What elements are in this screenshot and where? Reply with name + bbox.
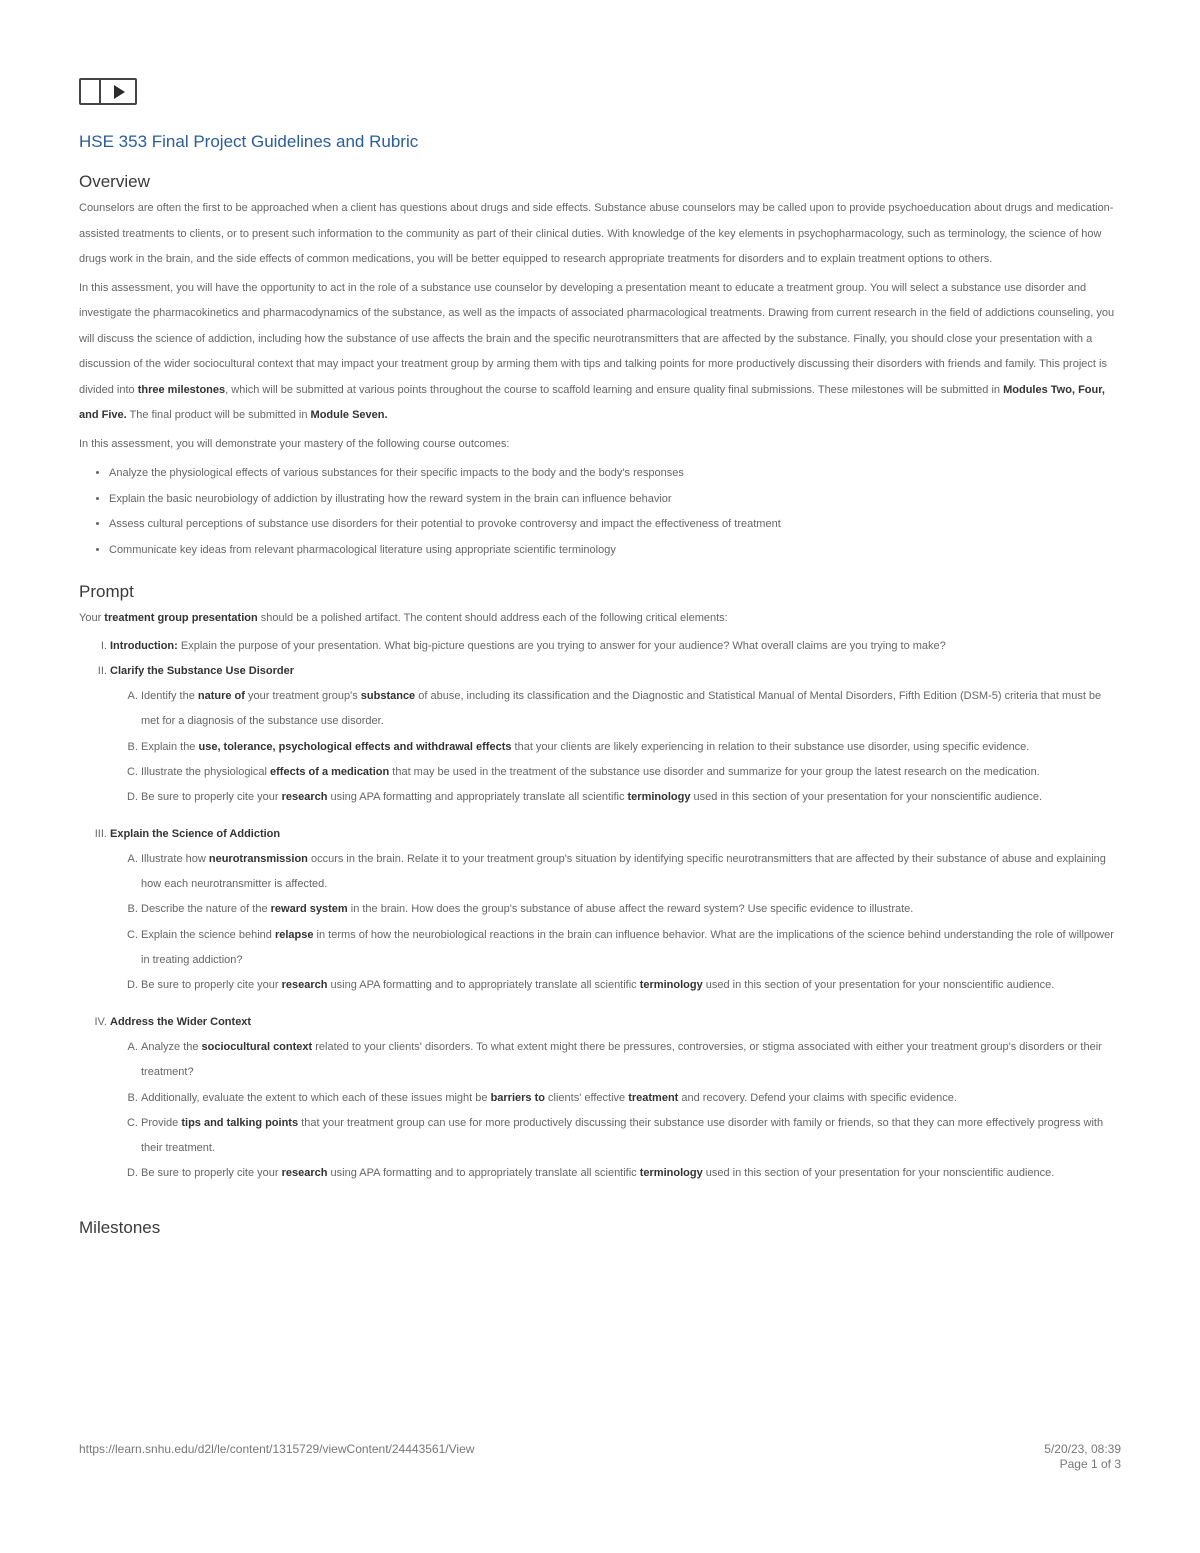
- text: using APA formatting and appropriately translate all scientific: [327, 791, 628, 804]
- page-url[interactable]: https://learn.snhu.edu/d2l/le/content/1315729/viewContent/24443561/View: [79, 1442, 475, 1456]
- prompt-heading: Prompt: [79, 582, 134, 601]
- element-introduction: [110, 634, 1121, 659]
- bold-text: sociocultural context: [201, 1040, 313, 1053]
- text: Explain the: [141, 740, 199, 753]
- list-item: [141, 1035, 1121, 1086]
- element-science-of-addiction: [110, 822, 1121, 999]
- bold-text: research: [281, 791, 328, 804]
- text: Illustrate the physiological: [141, 765, 271, 778]
- text: Explain the purpose of your presentation. What big-picture questions are you trying to answer for your audience? What overall claims are you trying to make?: [177, 639, 946, 652]
- list-item: [141, 735, 1121, 760]
- bold-text: research: [281, 979, 328, 992]
- text: The final product will be submitted in: [126, 409, 311, 421]
- text: in the brain. How does the group's substance of abuse affect the reward system? Use specific evidence to illustrate.: [347, 903, 914, 916]
- print-datetime: 5/20/23, 08:39: [1044, 1442, 1121, 1456]
- bold-text: nature of: [197, 690, 245, 703]
- text: using APA formatting and to appropriately translate all scientific: [327, 979, 640, 992]
- list-item: [141, 684, 1121, 735]
- list-item: [141, 847, 1121, 898]
- section-heading: Address the Wider Context: [110, 1015, 252, 1028]
- list-item: [141, 973, 1121, 998]
- list-item: • Analyze the physiological effects of various substances for their specific impacts to the body and the body's responses: [109, 461, 1121, 487]
- text: in terms of how the neurobiological reactions in the brain can influence behavior. What are the implications of the science behind understanding the role of willpower in treating addiction?: [141, 928, 1114, 967]
- list-item: [141, 897, 1121, 922]
- bold-text: terminology: [627, 791, 691, 804]
- text: that may be used in the treatment of the substance use disorder and summarize for your group the latest research on the medication.: [389, 765, 1040, 778]
- list-item: [141, 1086, 1121, 1111]
- overview-paragraph-1: Counselors are often the first to be approached when a client has questions about drugs and side effects. Substance abuse counselors may be called upon to provide psychoeducation about drugs and medication-assisted treatments to clients, or to present such information to the community as part of their clinical duties. With knowledge of the key elements in psychopharmacology, such as terminology, the science of how drugs work in the brain, and the side effects of common medications, you will be better equipped to research appropriate treatments for disorders and to explain treatment options to others.: [79, 202, 1114, 265]
- sub-list: [110, 847, 1121, 999]
- text: Illustrate how: [141, 852, 209, 865]
- list-item: [141, 760, 1121, 785]
- text: Be sure to properly cite your: [141, 1167, 282, 1180]
- element-wider-context: [110, 1010, 1121, 1187]
- text: occurs in the brain. Relate it to your treatment group's situation by identifying specific neurotransmitters that are affected by their substance of abuse and explaining how each neurotransmitter is affected.: [141, 852, 1106, 891]
- bold-text: effects of a medication: [270, 765, 390, 778]
- bold-text: use, tolerance, psychological effects and withdrawal effects: [198, 740, 512, 753]
- bold-text: neurotransmission: [208, 852, 308, 865]
- page-number: Page 1 of 3: [1059, 1457, 1121, 1471]
- overview-heading: Overview: [79, 172, 150, 191]
- bold-text: treatment: [628, 1091, 679, 1104]
- text: Provide: [141, 1116, 182, 1129]
- bold-text: relapse: [274, 928, 314, 941]
- element-clarify-disorder: [110, 659, 1121, 811]
- overview-paragraph-3: In this assessment, you will demonstrate your mastery of the following course outcomes:: [79, 437, 510, 450]
- bold-three-milestones: three milestones: [137, 383, 226, 396]
- play-triangle: [114, 85, 125, 99]
- text: your treatment group's: [244, 690, 361, 703]
- bold-text: barriers to: [490, 1091, 545, 1104]
- list-item: [141, 1111, 1121, 1162]
- list-item: • Assess cultural perceptions of substance use disorders for their potential to provoke controversy and impact the effectiveness of treatment: [109, 512, 1121, 538]
- bold-text: terminology: [639, 979, 703, 992]
- bold-text: substance: [360, 690, 416, 703]
- bold-modules: Modules Two, Four, and Five.: [79, 383, 1105, 421]
- section-heading: Clarify the Substance Use Disorder: [110, 664, 295, 677]
- text: should be a polished artifact. The content should address each of the following critical elements:: [257, 612, 728, 624]
- list-item: [141, 1161, 1121, 1186]
- milestones-heading: Milestones: [79, 1217, 161, 1237]
- text: of abuse, including its classification and the Diagnostic and Statistical Manual of Mental Disorders, Fifth Edition (DSM-5) criteria that must be met for a diagnosis of the substance use disorder.: [141, 690, 1102, 728]
- critical-elements-list: [79, 634, 1121, 1187]
- bold-text: terminology: [639, 1167, 703, 1180]
- list-item: • Communicate key ideas from relevant pharmacological literature using appropriate scientific terminology: [109, 538, 1121, 564]
- overview-paragraph-2: [79, 276, 1121, 429]
- page-title: HSE 353 Final Project Guidelines and Rubric: [79, 132, 419, 151]
- text: Describe the nature of the: [141, 903, 271, 916]
- sub-list: [110, 1035, 1121, 1187]
- course-outcomes-list: [79, 461, 1121, 563]
- bold-text: treatment group presentation: [104, 612, 258, 624]
- text: used in this section of your presentation for your nonscientific audience.: [690, 791, 1043, 804]
- text: , which will be submitted at various points throughout the course to scaffold learning and ensure quality final submissions. These milestones will be submitted in: [225, 383, 1004, 396]
- text: Be sure to properly cite your: [141, 979, 282, 992]
- bold-module-seven: Module Seven.: [310, 409, 388, 421]
- text: Additionally, evaluate the extent to which each of these issues might be: [141, 1091, 491, 1104]
- bold-text: tips and talking points: [181, 1116, 299, 1129]
- text: Analyze the: [141, 1040, 202, 1053]
- icon-divider: [99, 80, 101, 103]
- text: Explain the science behind: [141, 928, 275, 941]
- text: Be sure to properly cite your: [141, 791, 282, 804]
- bold-text: Introduction:: [110, 639, 178, 652]
- text: related to your clients' disorders. To what extent might there be pressures, controversies, or stigma associated with either your treatment group's disorders or their treatment?: [141, 1040, 1102, 1079]
- document-page: [79, 78, 1121, 1239]
- text: Identify the: [141, 690, 198, 703]
- footer-meta: [1044, 1442, 1121, 1472]
- list-item: • Explain the basic neurobiology of addiction by illustrating how the reward system in the brain can influence behavior: [109, 487, 1121, 513]
- text: used in this section of your presentation for your nonscientific audience.: [702, 979, 1055, 992]
- video-play-icon[interactable]: [79, 78, 137, 105]
- text: using APA formatting and to appropriately translate all scientific: [327, 1167, 640, 1180]
- text: and recovery. Defend your claims with specific evidence.: [678, 1091, 957, 1104]
- section-heading: Explain the Science of Addiction: [110, 827, 281, 840]
- text: that your clients are likely experiencing in relation to their substance use disorder, using specific evidence.: [511, 740, 1030, 753]
- bold-text: reward system: [270, 903, 348, 916]
- list-item: [141, 923, 1121, 974]
- prompt-intro: [79, 606, 1121, 632]
- text: In this assessment, you will have the opportunity to act in the role of a substance use counselor by developing a presentation meant to educate a treatment group. You will select a substance use disorder and investigate the pharmacokinetics and pharmacodynamics of the substance, as well as the impacts of associated pharmacological treatments. Drawing from current research in the field of addictions counseling, you will discuss the science of addiction, including how the substance of use affects the brain and the specific neurotransmitters that are affected by the substance. Finally, you should close your presentation with a discussion of the wider sociocultural context that may impact your treatment group by arming them with tips and talking points for more productively discussing their disorders with friends and family. This project is divided into: [79, 281, 1115, 396]
- text: Your: [79, 612, 105, 624]
- text: clients' effective: [544, 1091, 629, 1104]
- list-item: [141, 785, 1121, 810]
- text: used in this section of your presentation for your nonscientific audience.: [702, 1167, 1055, 1180]
- sub-list: [110, 684, 1121, 810]
- bold-text: research: [281, 1167, 328, 1180]
- text: that your treatment group can use for more productively discussing their substance use disorder with family or friends, so that they can more effectively progress with their treatment.: [141, 1116, 1104, 1155]
